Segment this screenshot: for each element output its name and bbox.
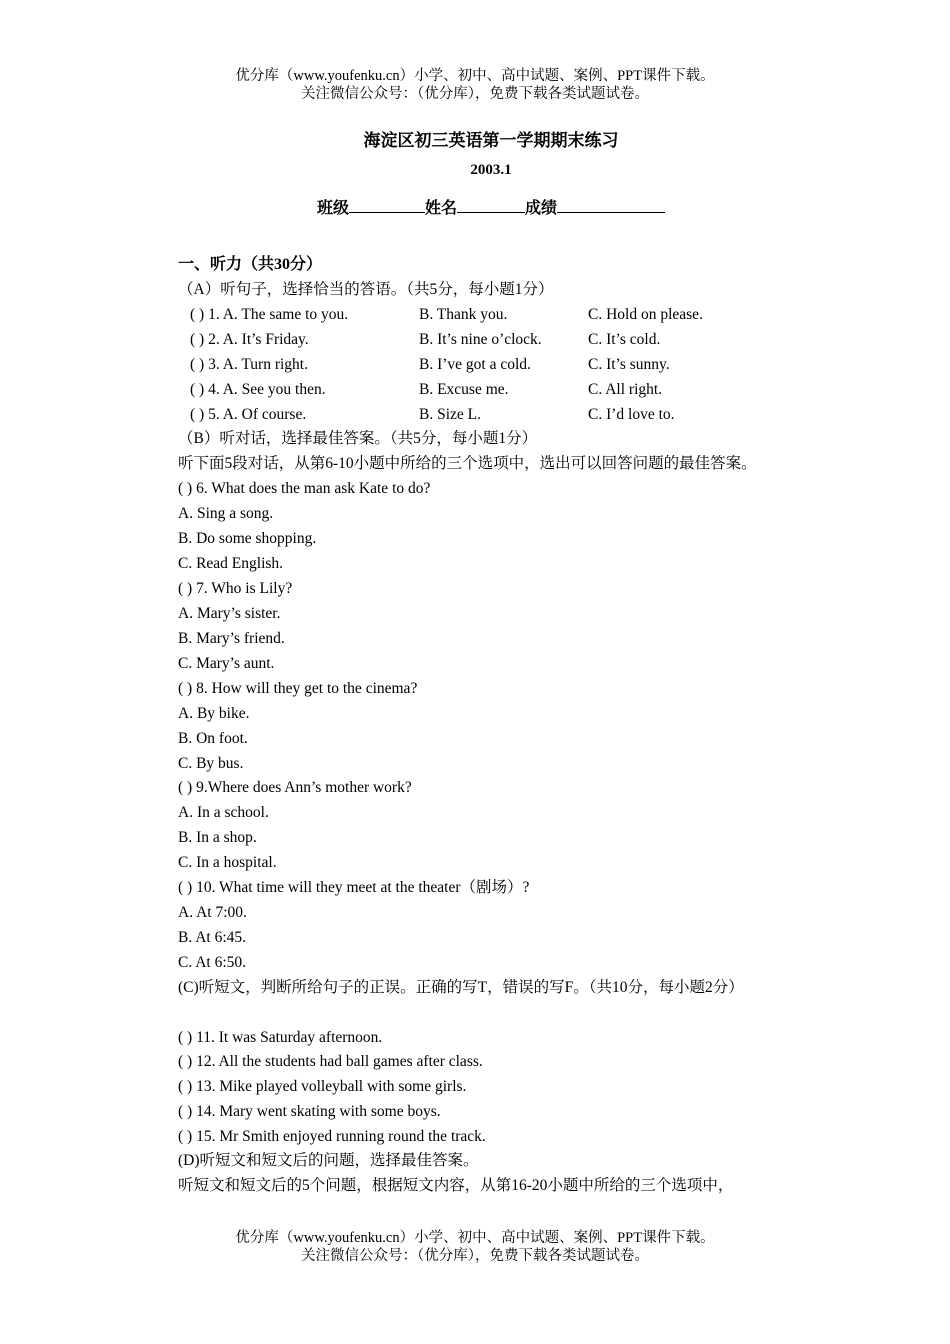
question-option-c: C. All right. bbox=[588, 381, 663, 398]
true-false-item: ( ) 13. Mike played volleyball with some girls. bbox=[178, 1078, 467, 1095]
page-footer bbox=[0, 1229, 950, 1265]
section-heading-listening: 一、听力（共30分） bbox=[178, 256, 323, 273]
answer-option: A. In a school. bbox=[178, 804, 269, 821]
true-false-item: ( ) 11. It was Saturday afternoon. bbox=[178, 1029, 383, 1046]
name-label: 姓名 bbox=[424, 200, 457, 217]
document-date: 2003.1 bbox=[470, 162, 512, 178]
part-b-heading: （B）听对话，选择最佳答案。（共5分，每小题1分） bbox=[178, 430, 538, 447]
name-blank[interactable] bbox=[457, 197, 525, 213]
footer-line-2: 关注微信公众号：（优分库），免费下载各类试题试卷。 bbox=[301, 1248, 649, 1264]
class-label: 班级 bbox=[316, 200, 349, 217]
question-line: ( ) 9.Where does Ann’s mother work? bbox=[178, 779, 412, 796]
part-d-heading: (D)听短文和短文后的问题，选择最佳答案。 bbox=[178, 1152, 479, 1169]
question-option-b: B. I’ve got a cold. bbox=[419, 356, 531, 373]
true-false-item: ( ) 12. All the students had ball games after class. bbox=[178, 1053, 483, 1070]
question-option-c: C. Hold on please. bbox=[588, 306, 703, 323]
answer-option: A. Mary’s sister. bbox=[178, 605, 281, 622]
question-option-c: C. It’s sunny. bbox=[588, 356, 670, 373]
answer-option: B. Do some shopping. bbox=[178, 530, 317, 547]
document-title: 海淀区初三英语第一学期期末练习 bbox=[363, 131, 619, 150]
class-blank[interactable] bbox=[349, 197, 425, 213]
question-option-a: ( ) 5. A. Of course. bbox=[190, 406, 307, 423]
true-false-item: ( ) 14. Mary went skating with some boys. bbox=[178, 1103, 441, 1120]
question-option-c: C. It’s cold. bbox=[588, 331, 661, 348]
part-a-heading: （A）听句子，选择恰当的答语。（共5分，每小题1分） bbox=[178, 281, 554, 298]
question-option-a: ( ) 4. A. See you then. bbox=[190, 381, 326, 398]
score-blank[interactable] bbox=[557, 197, 665, 213]
score-label: 成绩 bbox=[525, 200, 558, 217]
footer-line-1: 优分库（www.youfenku.cn）小学、初中、高中试题、案例、PPT课件下载。 bbox=[235, 1230, 715, 1246]
answer-option: B. On foot. bbox=[178, 730, 248, 747]
question-option-b: B. Thank you. bbox=[419, 306, 508, 323]
header-line-1: 优分库（www.youfenku.cn）小学、初中、高中试题、案例、PPT课件下载。 bbox=[235, 68, 715, 84]
question-line: ( ) 8. How will they get to the cinema? bbox=[178, 680, 418, 697]
answer-option: B. At 6:45. bbox=[178, 929, 247, 946]
question-line: ( ) 6. What does the man ask Kate to do? bbox=[178, 480, 431, 497]
part-d-intro: 听短文和短文后的5个问题，根据短文内容，从第16-20小题中所给的三个选项中， bbox=[178, 1177, 734, 1194]
answer-option: C. Read English. bbox=[178, 555, 284, 572]
answer-option: A. Sing a song. bbox=[178, 505, 274, 522]
question-option-c: C. I’d love to. bbox=[588, 406, 675, 423]
answer-option: B. Mary’s friend. bbox=[178, 630, 285, 647]
question-line: ( ) 7. Who is Lily? bbox=[178, 580, 293, 597]
part-c-heading: (C)听短文，判断所给句子的正误。正确的写T，错误的写F。（共10分，每小题2分） bbox=[178, 979, 744, 996]
question-option-b: B. Size L. bbox=[419, 406, 481, 423]
question-option-b: B. It’s nine o’clock. bbox=[419, 331, 542, 348]
answer-option: B. In a shop. bbox=[178, 829, 257, 846]
header-line-2: 关注微信公众号：（优分库），免费下载各类试题试卷。 bbox=[301, 86, 649, 102]
answer-option: A. By bike. bbox=[178, 705, 250, 722]
question-option-b: B. Excuse me. bbox=[419, 381, 509, 398]
answer-option: C. Mary’s aunt. bbox=[178, 655, 275, 672]
question-option-a: ( ) 1. A. The same to you. bbox=[190, 306, 349, 323]
question-line: ( ) 10. What time will they meet at the theater（剧场）? bbox=[178, 879, 530, 896]
answer-option: C. In a hospital. bbox=[178, 854, 277, 871]
true-false-item: ( ) 15. Mr Smith enjoyed running round the track. bbox=[178, 1128, 486, 1145]
answer-option: C. At 6:50. bbox=[178, 954, 247, 971]
answer-option: A. At 7:00. bbox=[178, 904, 247, 921]
part-b-intro: 听下面5段对话，从第6-10小题中所给的三个选项中，选出可以回答问题的最佳答案。 bbox=[178, 455, 757, 472]
student-info-fields bbox=[0, 195, 950, 218]
question-option-a: ( ) 3. A. Turn right. bbox=[190, 356, 308, 373]
question-option-a: ( ) 2. A. It’s Friday. bbox=[190, 331, 309, 348]
page-header bbox=[0, 67, 950, 103]
answer-option: C. By bus. bbox=[178, 755, 244, 772]
